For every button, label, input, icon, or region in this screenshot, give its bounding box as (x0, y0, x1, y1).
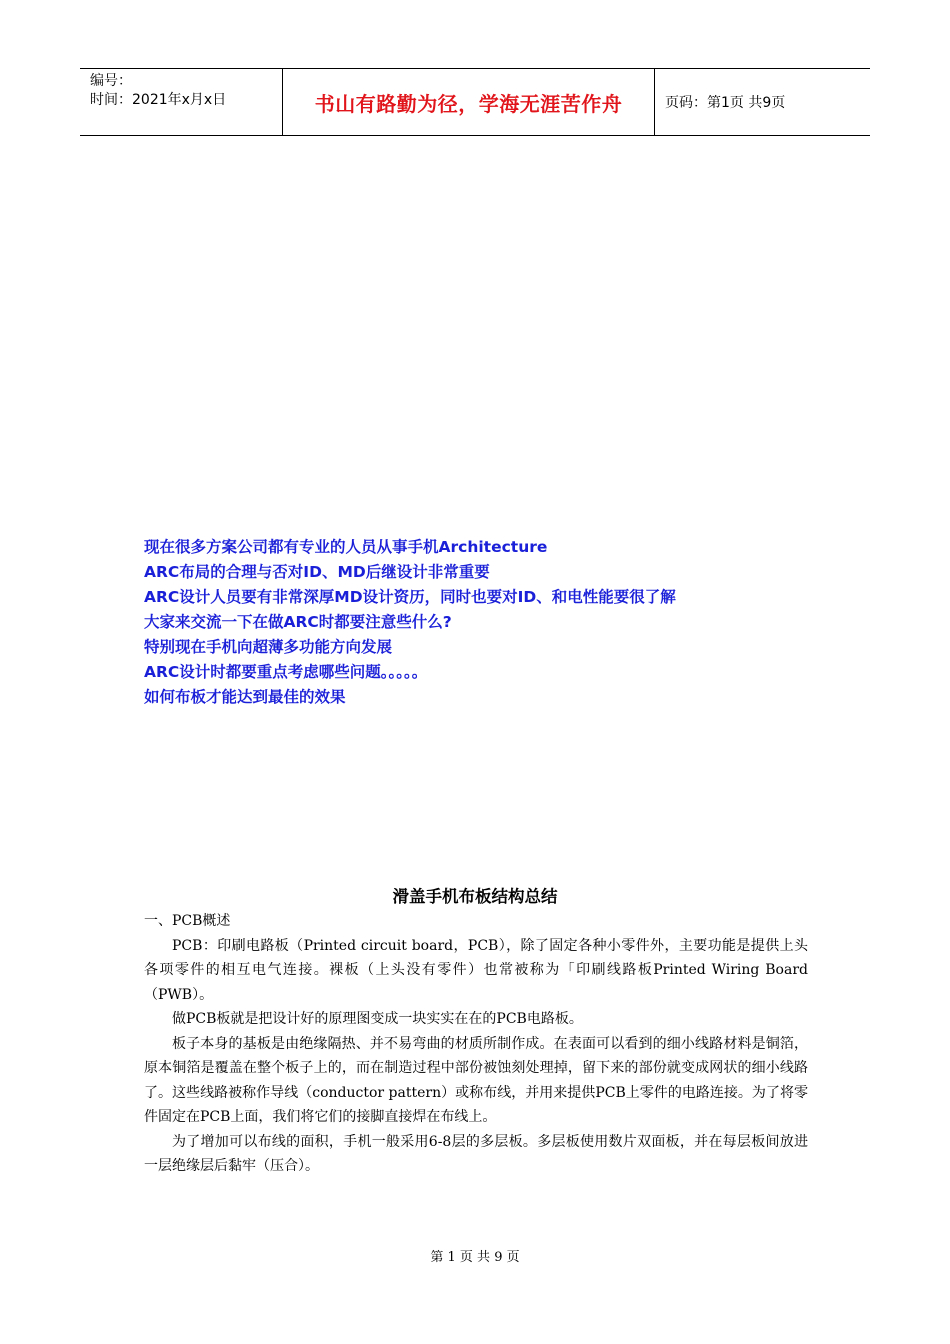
article-paragraph: PCB：印刷电路板（Printed circuit board，PCB），除了固定各种小零件外，主要功能是提供上头各项零件的相互电气连接。裸板（上头没有零件）也常被称为「印刷线路板Printed Wiring Board（PWB）。 (144, 937, 808, 1003)
intro-line: ARC设计人员要有非常深厚MD设计资历，同时也要对ID、和电性能要很了解 (144, 588, 676, 606)
intro-line: ARC设计时都要重点考虑哪些问题。。。。。 (144, 663, 428, 681)
article-title: 滑盖手机布板结构总结 (392, 887, 558, 906)
intro-line: 现在很多方案公司都有专业的人员从事手机Architecture (144, 538, 548, 556)
page-footer: 第 1 页 共 9 页 (430, 1250, 520, 1265)
article-paragraph: 做PCB板就是把设计好的原理图变成一块实实在在的PCB电路板。 (172, 1011, 583, 1027)
intro-line: 如何布板才能达到最佳的效果 (144, 688, 346, 706)
intro-question-block (144, 535, 676, 710)
section-heading: 一、PCB概述 (144, 913, 231, 929)
header-meta-cell (80, 69, 282, 135)
header-date: 时间：2021年x月x日 (90, 92, 227, 108)
header-motto-cell (282, 69, 655, 135)
header-page-info: 页码：第1页 共9页 (665, 95, 786, 111)
article-body (144, 909, 808, 1179)
header-motto: 书山有路勤为径，学海无涯苦作舟 (314, 91, 623, 116)
article-paragraph: 为了增加可以布线的面积，手机一般采用6-8层的多层板。多层板使用数片双面板，并在每层板间放进一层绝缘层后黏牢（压合）。 (144, 1133, 808, 1174)
header-page-cell (655, 69, 870, 135)
intro-line: ARC布局的合理与否对ID、MD后继设计非常重要 (144, 563, 490, 581)
intro-line: 大家来交流一下在做ARC时都要注意些什么? (144, 613, 452, 631)
header-number-label: 编号： (90, 73, 132, 89)
article-paragraph: 板子本身的基板是由绝缘隔热、并不易弯曲的材质所制作成。在表面可以看到的细小线路材料是铜箔，原本铜箔是覆盖在整个板子上的，而在制造过程中部份被蚀刻处理掉，留下来的部份就变成网状的细小线路了。这些线路被称作导线（conductor pattern）或称布线，并用来提供PCB上零件的电路连接。为了将零件固定在PCB上面，我们将它们的接脚直接焊在布线上。 (144, 1035, 808, 1125)
intro-line: 特别现在手机向超薄多功能方向发展 (144, 638, 393, 656)
header-table (80, 68, 870, 136)
